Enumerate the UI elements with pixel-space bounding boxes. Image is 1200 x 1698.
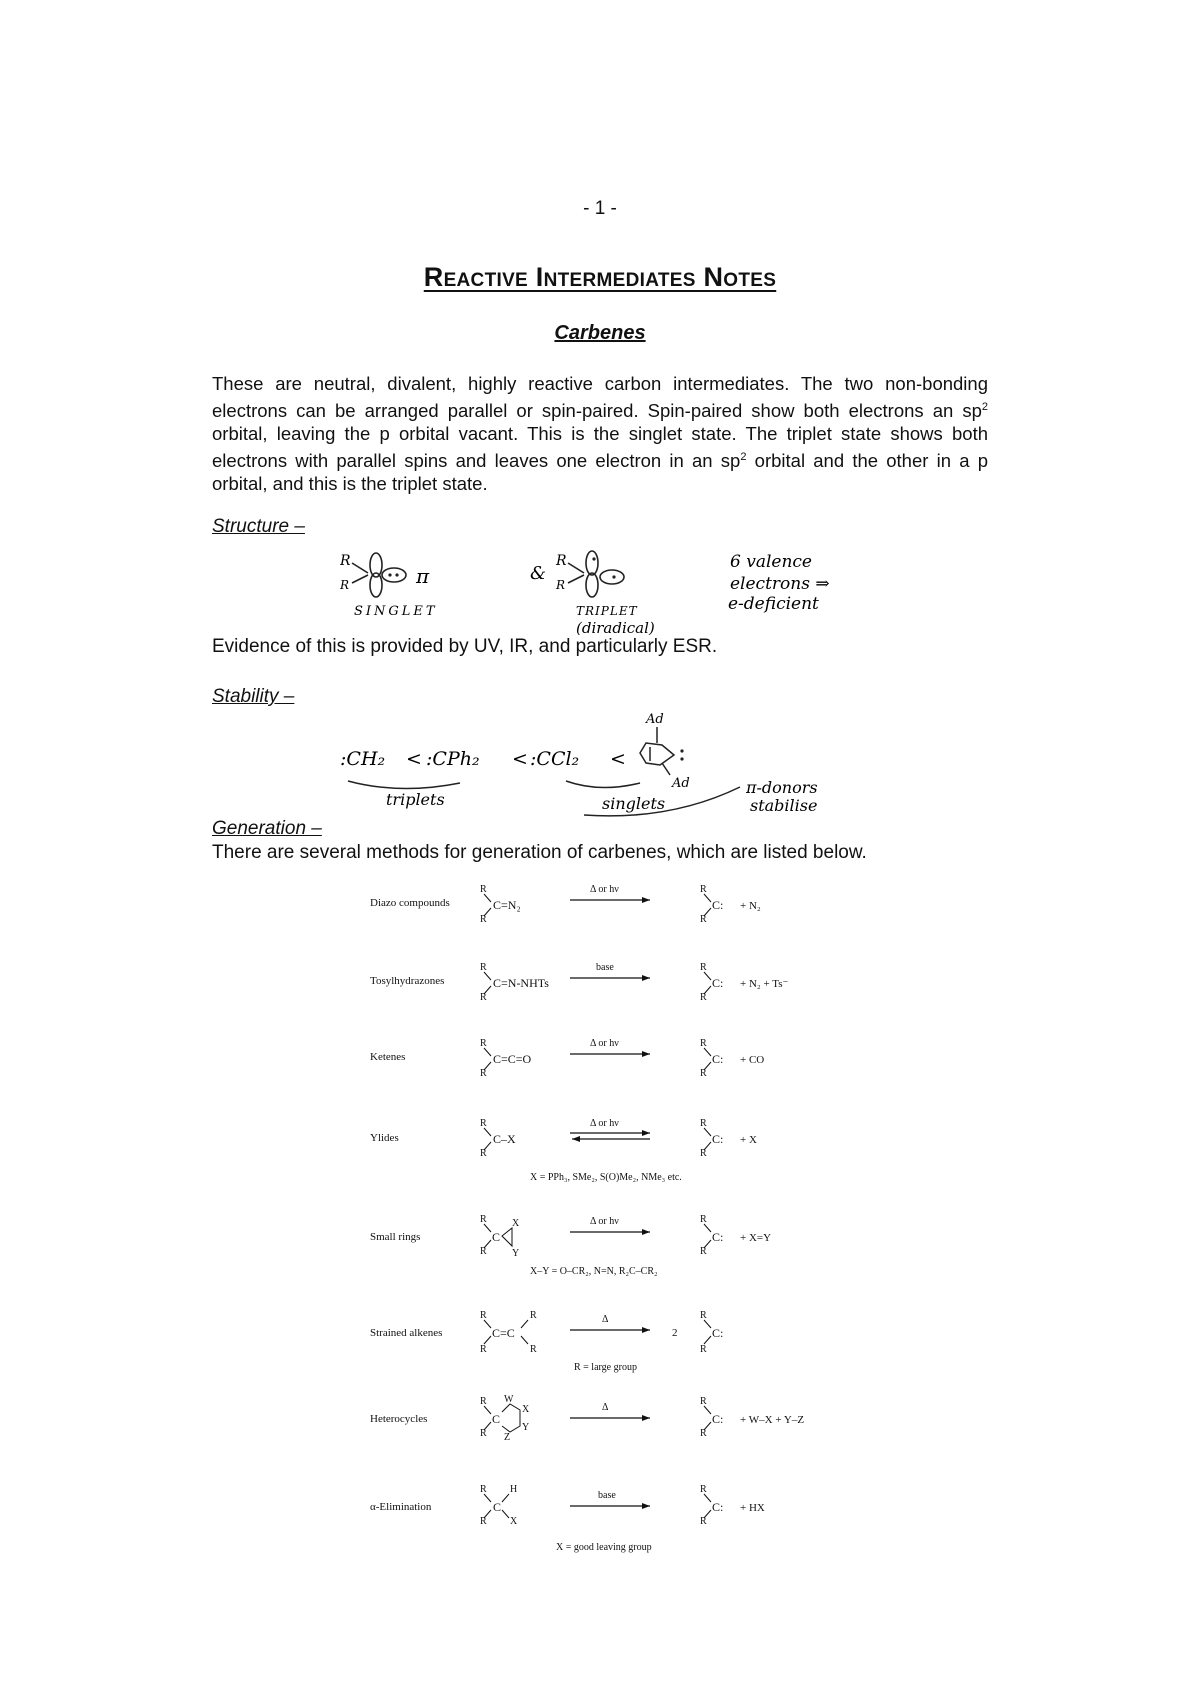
method-ketenes <box>370 1038 764 1079</box>
method-strained-alkenes <box>370 1310 723 1373</box>
triplet-p-orbital-top <box>586 551 598 575</box>
note: X–Y = O–CR₂, N=N, R₂C–CR₂ <box>530 1266 658 1277</box>
svg-text:C:: C: <box>712 1412 724 1426</box>
svg-text:R: R <box>480 1038 487 1049</box>
method-name: Diazo compounds <box>370 897 450 909</box>
products: + N₂ <box>740 900 761 912</box>
svg-text:R: R <box>480 1068 487 1079</box>
triplet-p-orbital-bottom <box>586 573 598 597</box>
svg-text:R: R <box>700 1344 707 1355</box>
svg-text:C:: C: <box>712 1132 724 1146</box>
nhc-ring <box>640 743 674 765</box>
ad-label-top: Ad <box>646 712 664 727</box>
valence-note-line3: e-deficient <box>728 594 819 614</box>
method-name: Heterocycles <box>370 1413 428 1425</box>
reactant: C <box>492 1230 501 1244</box>
products: + W–X + Y–Z <box>740 1414 805 1426</box>
method-heterocycles <box>370 1394 804 1443</box>
condition: Δ or hν <box>590 884 619 895</box>
svg-text:R: R <box>530 1344 537 1355</box>
note: X = PPh₃, SMe₂, S(O)Me₂, NMe₃ etc. <box>530 1172 682 1183</box>
triplet-label: TRIPLET <box>576 604 638 618</box>
svg-text:R: R <box>480 884 487 895</box>
svg-text:R: R <box>700 962 707 973</box>
method-name: α-Elimination <box>370 1501 432 1513</box>
condition: Δ or hν <box>590 1118 619 1129</box>
svg-text:C:: C: <box>712 1052 724 1066</box>
products: + X=Y <box>740 1232 772 1244</box>
svg-text:R: R <box>700 1148 707 1159</box>
svg-text:R: R <box>480 1484 487 1495</box>
svg-text:X: X <box>510 1516 518 1527</box>
svg-text:R: R <box>700 1428 707 1439</box>
pi-donors-note-line1: π-donors <box>746 778 818 797</box>
svg-text:R: R <box>700 914 707 925</box>
svg-text:R: R <box>700 1214 707 1225</box>
reactant: C <box>493 1500 502 1514</box>
method-diazo-compounds <box>370 884 761 925</box>
svg-text:R: R <box>480 1214 487 1225</box>
singlet-r-label-top: R <box>340 553 351 569</box>
singlet-bonds <box>352 563 368 583</box>
valence-note-line2: electrons ⇒ <box>730 574 830 594</box>
svg-text:C:: C: <box>712 976 724 990</box>
singlet-sp2-orbital <box>382 568 406 582</box>
stability-sketch <box>340 705 860 825</box>
generation-scheme <box>360 870 880 1560</box>
products: + N₂ + Ts⁻ <box>740 978 789 990</box>
svg-text:R: R <box>700 1246 707 1257</box>
singlets-brace <box>566 781 640 788</box>
svg-text:Y: Y <box>512 1248 520 1259</box>
condition: base <box>598 1490 616 1501</box>
svg-text:R: R <box>700 884 707 895</box>
note: R = large group <box>574 1362 637 1373</box>
triplet-bonds <box>568 563 584 583</box>
condition: Δ or hν <box>590 1038 619 1049</box>
singlet-r-label-bottom: R <box>340 578 350 592</box>
svg-text:C:: C: <box>712 898 724 912</box>
page-number: - 1 - <box>583 198 617 219</box>
section-heading-carbenes: Carbenes <box>554 322 646 344</box>
stability-lt-2: < <box>512 748 528 770</box>
svg-text:Z: Z <box>504 1432 511 1443</box>
svg-text:Y: Y <box>522 1422 530 1433</box>
evidence-text: Evidence of this is provided by UV, IR, and particularly ESR. <box>212 636 718 657</box>
condition: Δ <box>602 1314 609 1325</box>
products: + X <box>740 1134 757 1146</box>
nhc-n-substituent-bottom <box>662 763 670 775</box>
svg-text:R: R <box>480 992 487 1003</box>
method-tosylhydrazones <box>370 962 788 1003</box>
note: X = good leaving group <box>556 1542 652 1553</box>
svg-text:R: R <box>700 1396 707 1407</box>
svg-text:R: R <box>480 1148 487 1159</box>
condition: Δ <box>602 1402 609 1413</box>
triplets-brace <box>348 781 460 789</box>
svg-text:R: R <box>700 992 707 1003</box>
products: 2 <box>672 1327 678 1339</box>
svg-text:R: R <box>480 1516 487 1527</box>
triplet-r-label-top: R <box>556 553 567 569</box>
reactant: C=N₂ <box>493 898 521 912</box>
condition: Δ or hν <box>590 1216 619 1227</box>
method-small-rings <box>370 1214 771 1277</box>
svg-text:R: R <box>480 962 487 973</box>
method-name: Strained alkenes <box>370 1327 443 1339</box>
method-name: Small rings <box>370 1231 421 1243</box>
svg-text:W: W <box>504 1394 514 1405</box>
triplet-r-label-bottom: R <box>556 578 566 592</box>
pi-label: π <box>416 564 430 588</box>
intro-paragraph: These are neutral, divalent, highly reactive carbon intermediates. The two non-bonding electrons can be arranged parallel or spin-paired. Spin-paired show both electrons an $sp^2$ orbital, leaving the p orbital vacant. This is the singlet state. The triplet state shows both electrons with parallel spins and leaves one electron in an $sp^2$ orbital and the other in a p orbital, and this is the triplet state. <box>212 373 988 495</box>
svg-text:R: R <box>480 1396 487 1407</box>
svg-text:C:: C: <box>712 1326 724 1340</box>
svg-text:R: R <box>700 1484 707 1495</box>
svg-text:C:: C: <box>712 1230 724 1244</box>
method-alpha-elimination <box>370 1484 765 1553</box>
svg-text:R: R <box>700 1038 707 1049</box>
triplet-note: (diradical) <box>576 619 655 635</box>
stability-cph2: :CPh₂ <box>426 748 480 770</box>
svg-text:H: H <box>510 1484 518 1495</box>
svg-text:R: R <box>700 1068 707 1079</box>
products: + CO <box>740 1054 765 1066</box>
method-name: Ylides <box>370 1132 399 1144</box>
method-name: Tosylhydrazones <box>370 975 445 987</box>
stability-heading: Stability – <box>212 686 295 707</box>
svg-text:R: R <box>480 1246 487 1257</box>
reactant: C=N-NHTs <box>493 976 549 990</box>
triplets-label: triplets <box>386 790 445 809</box>
method-name: Ketenes <box>370 1051 406 1063</box>
singlet-label: SINGLET <box>354 604 438 619</box>
svg-text:R: R <box>530 1310 537 1321</box>
condition: base <box>596 962 614 973</box>
generation-heading: Generation – <box>212 818 322 839</box>
svg-text:R: R <box>480 1118 487 1129</box>
structure-heading: Structure – <box>212 516 305 537</box>
structure-sketch <box>340 545 860 635</box>
svg-text:R: R <box>480 1344 487 1355</box>
reactant: C <box>492 1412 501 1426</box>
document-title: Reactive Intermediates Notes <box>423 262 777 292</box>
products: + HX <box>740 1502 765 1514</box>
svg-text:R: R <box>700 1310 707 1321</box>
svg-text:X: X <box>512 1218 520 1229</box>
stability-lt-3: < <box>610 748 626 770</box>
ad-label-bottom: Ad <box>672 776 690 791</box>
generation-intro: There are several methods for generation of carbenes, which are listed below. <box>212 842 867 863</box>
svg-text:R: R <box>700 1118 707 1129</box>
triplet-sp2-orbital <box>600 570 624 584</box>
svg-text:R: R <box>480 1310 487 1321</box>
reactant: C=C=O <box>493 1052 532 1066</box>
stability-ccl2: :CCl₂ <box>530 748 580 770</box>
and-label: & <box>530 563 547 584</box>
reactant: C=C <box>492 1326 515 1340</box>
stability-ch2: :CH₂ <box>340 748 386 770</box>
svg-text:R: R <box>700 1516 707 1527</box>
svg-text:C:: C: <box>712 1500 724 1514</box>
svg-text:R: R <box>480 914 487 925</box>
stability-lt-1: < <box>406 748 422 770</box>
singlets-label: singlets <box>602 794 666 813</box>
svg-text:R: R <box>480 1428 487 1439</box>
reactant: C–X <box>493 1132 516 1146</box>
valence-note-line1: 6 valence <box>730 552 812 572</box>
pi-donors-note-line2: stabilise <box>750 796 818 815</box>
method-ylides <box>370 1118 757 1183</box>
svg-text:X: X <box>522 1404 530 1415</box>
